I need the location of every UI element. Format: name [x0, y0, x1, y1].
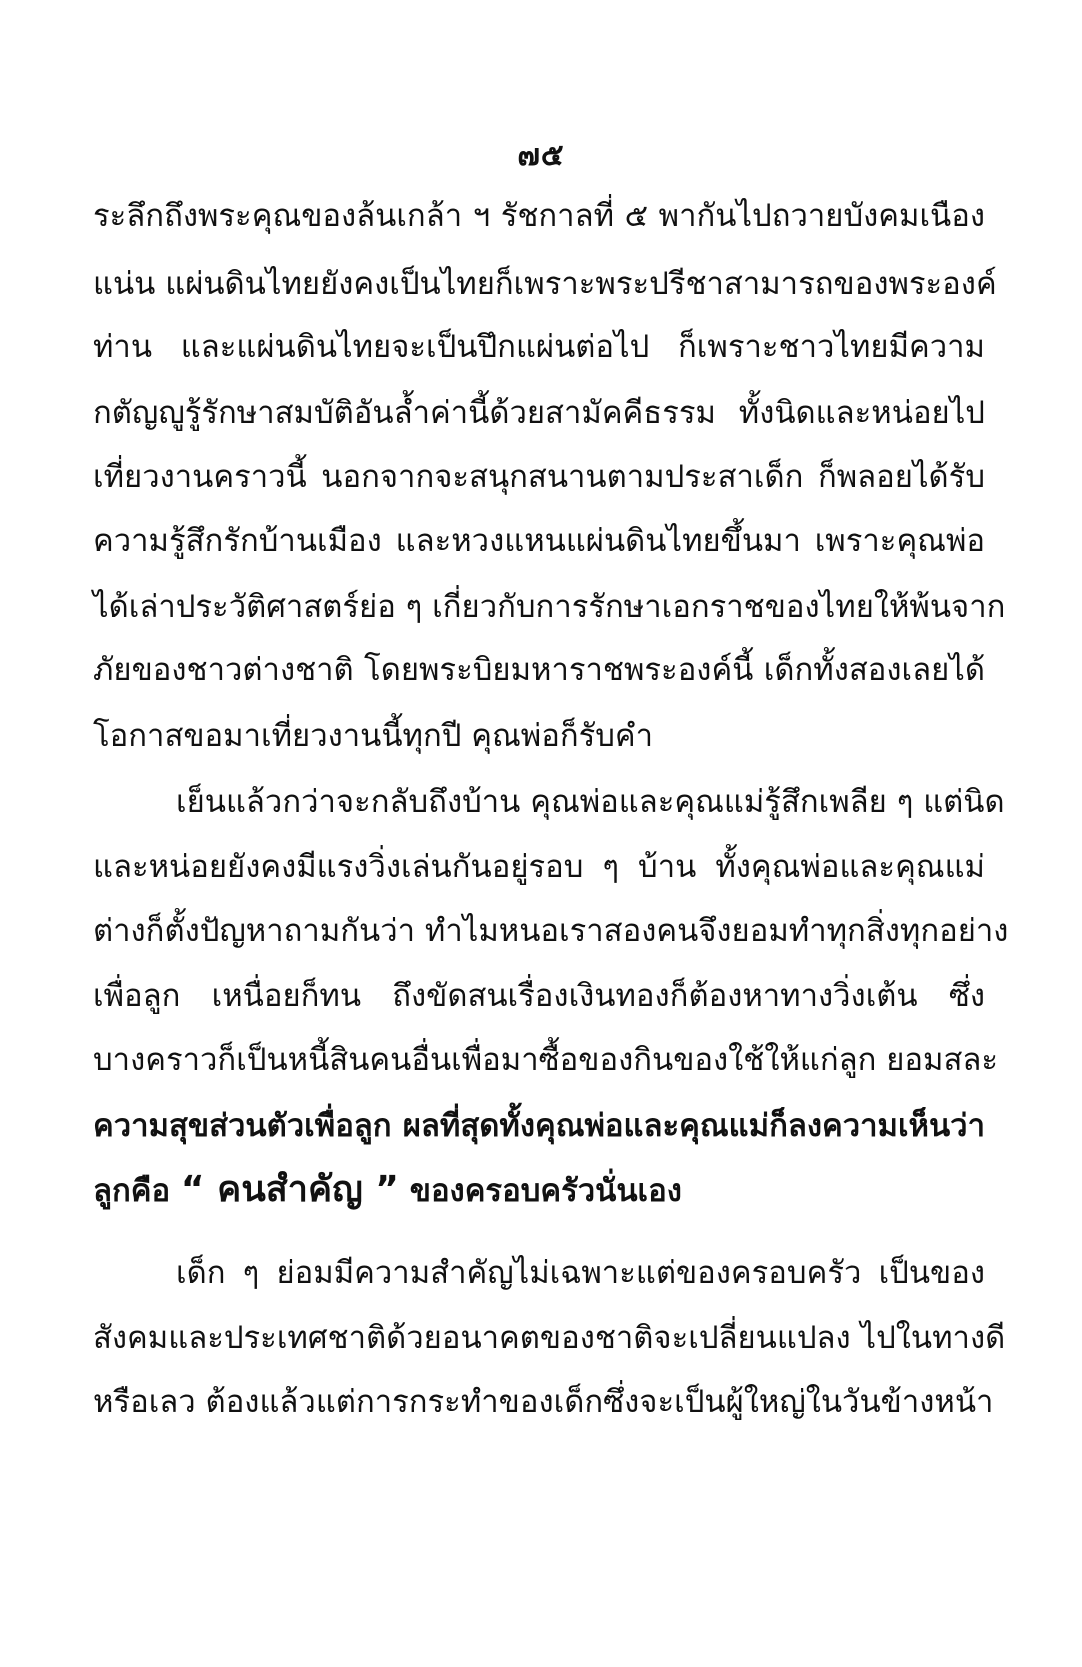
- text-line: ภัยของชาวต่างชาติ โดยพระบิยมหาราชพระองค์นี้ เด็กทั้งสองเลยได้: [93, 652, 985, 688]
- text-line-bold: ความสุขส่วนตัวเพื่อลูก ผลที่สุดทั้งคุณพ่อและคุณแม่ก็ลงความเห็นว่า: [93, 1108, 985, 1144]
- text-line: ความรู้สึกรักบ้านเมือง และหวงแหนแผ่นดินไทยขึ้นมา เพราะคุณพ่อ: [93, 523, 985, 559]
- text-line: เที่ยวงานคราวนี้ นอกจากจะสนุกสนานตามประสาเด็ก ก็พลอยได้รับ: [93, 459, 985, 495]
- text-line: เพื่อลูก เหนื่อยก็ทน ถึงขัดสนเรื่องเงินทองก็ต้องหาทางวิ่งเต้น ซึ่ง: [93, 978, 985, 1014]
- text-line: และหน่อยยังคงมีแรงวิ่งเล่นกันอยู่รอบ ๆ บ้าน ทั้งคุณพ่อและคุณแม่: [93, 849, 985, 885]
- text-line: ได้เล่าประวัติศาสตร์ย่อ ๆ เกี่ยวกับการรักษาเอกราชของไทยให้พ้นจาก: [93, 589, 1006, 625]
- closing-before: ลูกคือ: [93, 1173, 171, 1209]
- text-line: แน่น แผ่นดินไทยยังคงเป็นไทยก็เพราะพระปรีชาสามารถของพระองค์: [93, 266, 997, 302]
- text-line: กตัญญูรู้รักษาสมบัติอันล้ำค่านี้ด้วยสามัคคีธรรม ทั้งนิดและหน่อยไป: [93, 395, 985, 431]
- text-line: สังคมและประเทศชาติด้วยอนาคตของชาติจะเปลี่ยนแปลง ไปในทางดี: [93, 1320, 1006, 1356]
- text-line: เด็ก ๆ ย่อมมีความสำคัญไม่เฉพาะแต่ของครอบครัว เป็นของ: [176, 1255, 985, 1291]
- text-line: ระลึกถึงพระคุณของล้นเกล้า ฯ รัชกาลที่ ๕ พากันไปถวายบังคมเนือง: [93, 198, 985, 234]
- text-line: หรือเลว ต้องแล้วแต่การกระทำของเด็กซึ่งจะเป็นผู้ใหญ่ในวันข้างหน้า: [93, 1384, 994, 1420]
- text-line: ต่างก็ตั้งปัญหาถามกันว่า ทำไมหนอเราสองคนจึงยอมทำทุกสิ่งทุกอย่าง: [93, 913, 1009, 949]
- page-number: ๗๕: [517, 138, 565, 173]
- text-line: เย็นแล้วกว่าจะกลับถึงบ้าน คุณพ่อและคุณแม่รู้สึกเพลีย ๆ แต่นิด: [176, 784, 1005, 820]
- closing-line: [93, 1170, 985, 1211]
- closing-after: ของครอบครัวนั่นเอง: [409, 1173, 682, 1209]
- text-line: บางคราวก็เป็นหนี้สินคนอื่นเพื่อมาซื้อของกินของใช้ให้แก่ลูก ยอมสละ: [93, 1042, 999, 1078]
- text-line: ท่าน และแผ่นดินไทยจะเป็นปึกแผ่นต่อไป ก็เพราะชาวไทยมีความ: [93, 329, 985, 365]
- text-line: โอกาสขอมาเที่ยวงานนี้ทุกปี คุณพ่อก็รับคำ: [93, 718, 654, 754]
- quoted-phrase: “ คนสำคัญ ”: [180, 1169, 399, 1210]
